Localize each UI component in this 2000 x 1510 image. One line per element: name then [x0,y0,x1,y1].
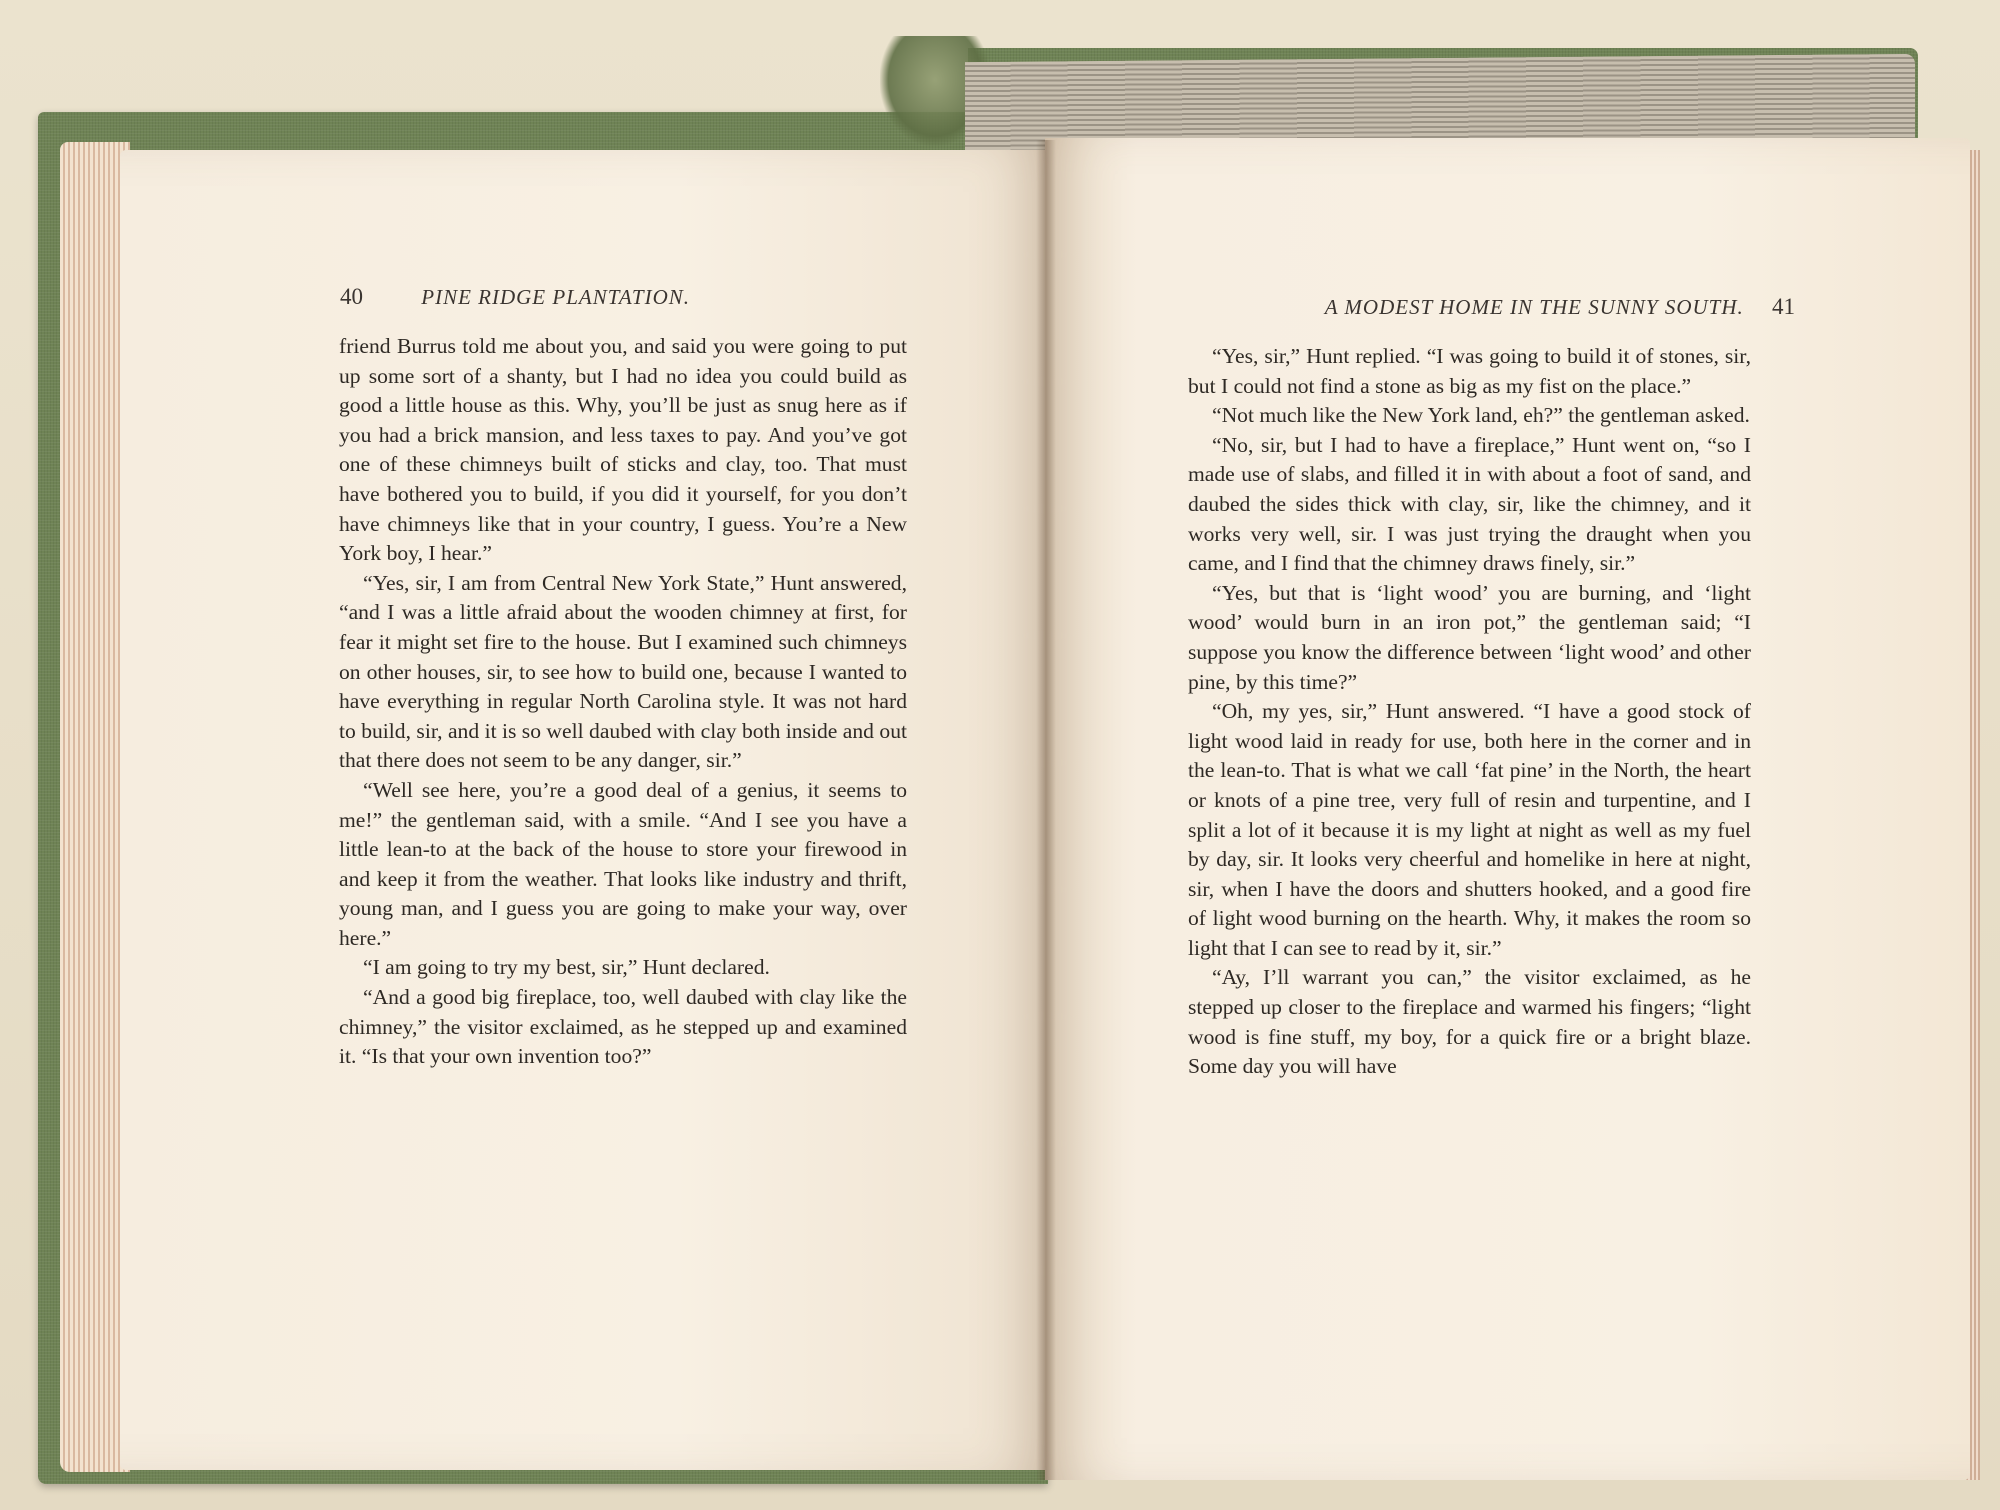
paragraph: “Not much like the New York land, eh?” the gentleman asked. [1212,403,1750,428]
book-gutter [1036,140,1056,1480]
right-page-number: 41 [1772,294,1795,319]
paragraph: “Oh, my yes, sir,” Hunt answered. “I have a good stock of light wood laid in ready for use, both here in the corner and in the lean-to. That is what we call ‘fat pine’ in the North, the heart or knots of a pine tree, very full of resin and turpentine, and I split a lot of it because it is my light at night as well as my fuel by day, sir. It looks very cheerful and homelike in here at night, sir, when I have the doors and shutters hooked, and a good fire of light wood burning on the hearth. Why, it makes the room so light that I can see to read by it, sir.” [1188,699,1751,960]
paragraph: “No, sir, but I had to have a fireplace,” Hunt went on, “so I made use of slabs, and filled it in with about a foot of sand, and daubed the sides thick with clay, sir, like the chimney, and it works very well, sir. I was just trying the draught when you came, and I find that the chimney draws finely, sir.” [1188,432,1751,576]
paragraph: “Yes, but that is ‘light wood’ you are burning, and ‘light wood’ would burn in an iron pot,” the gentleman said; “I suppose you know the difference between ‘light wood’ and other pine, by this time?” [1188,580,1751,694]
left-text-block [339,332,907,1072]
paragraph: friend Burrus told me about you, and said you were going to put up some sort of a shanty, but I had no idea you could build as good a little house as this. Why, you’ll be just as snug here as if you had a brick mansion, and less taxes to pay. And you’ve got one of these chimneys built of sticks and clay, too. That must have bothered you to build, if you did it yourself, for you don’t have chimneys like that in your country, I guess. You’re a New York boy, I hear.” [339,334,907,566]
right-running-title: A MODEST HOME IN THE SUNNY SOUTH. [1324,295,1744,319]
paragraph: “Well see here, you’re a good deal of a genius, it seems to me!” the gentleman said, with a smile. “And I see you have a little lean-to at the back of the house to store your firewood in and keep it from the weather. That looks like industry and thrift, young man, and I guess you are going to make your way, over here.” [339,777,907,950]
left-running-head [340,284,900,310]
left-page [120,150,1045,1470]
paragraph: “Ay, I’ll warrant you can,” the visitor exclaimed, as he stepped up closer to the fireplace and warmed his fingers; “light wood is fine stuff, my boy, for a quick fire or a bright blaze. Some day you will have [1188,965,1751,1079]
right-text-block [1188,342,1751,1082]
right-running-head [1235,294,1795,320]
paragraph: “I am going to try my best, sir,” Hunt declared. [363,955,770,980]
paragraph: “Yes, sir,” Hunt replied. “I was going to build it of stones, sir, but I could not find a stone as big as my fist on the place.” [1188,344,1751,398]
right-page [1045,138,1970,1480]
left-running-title: PINE RIDGE PLANTATION. [421,285,690,309]
paragraph: “And a good big fireplace, too, well daubed with clay like the chimney,” the visitor exclaimed, as he stepped up and examined it. “Is that your own invention too?” [339,985,907,1069]
left-page-number: 40 [340,284,363,309]
paragraph: “Yes, sir, I am from Central New York State,” Hunt answered, “and I was a little afraid about the wooden chimney at first, for fear it might set fire to the house. But I examined such chimneys on other houses, sir, to see how to build one, because I wanted to have everything in regular North Carolina style. It was not hard to build, sir, and it is so well daubed with clay both inside and out that there does not seem to be any danger, sir.” [339,570,907,773]
